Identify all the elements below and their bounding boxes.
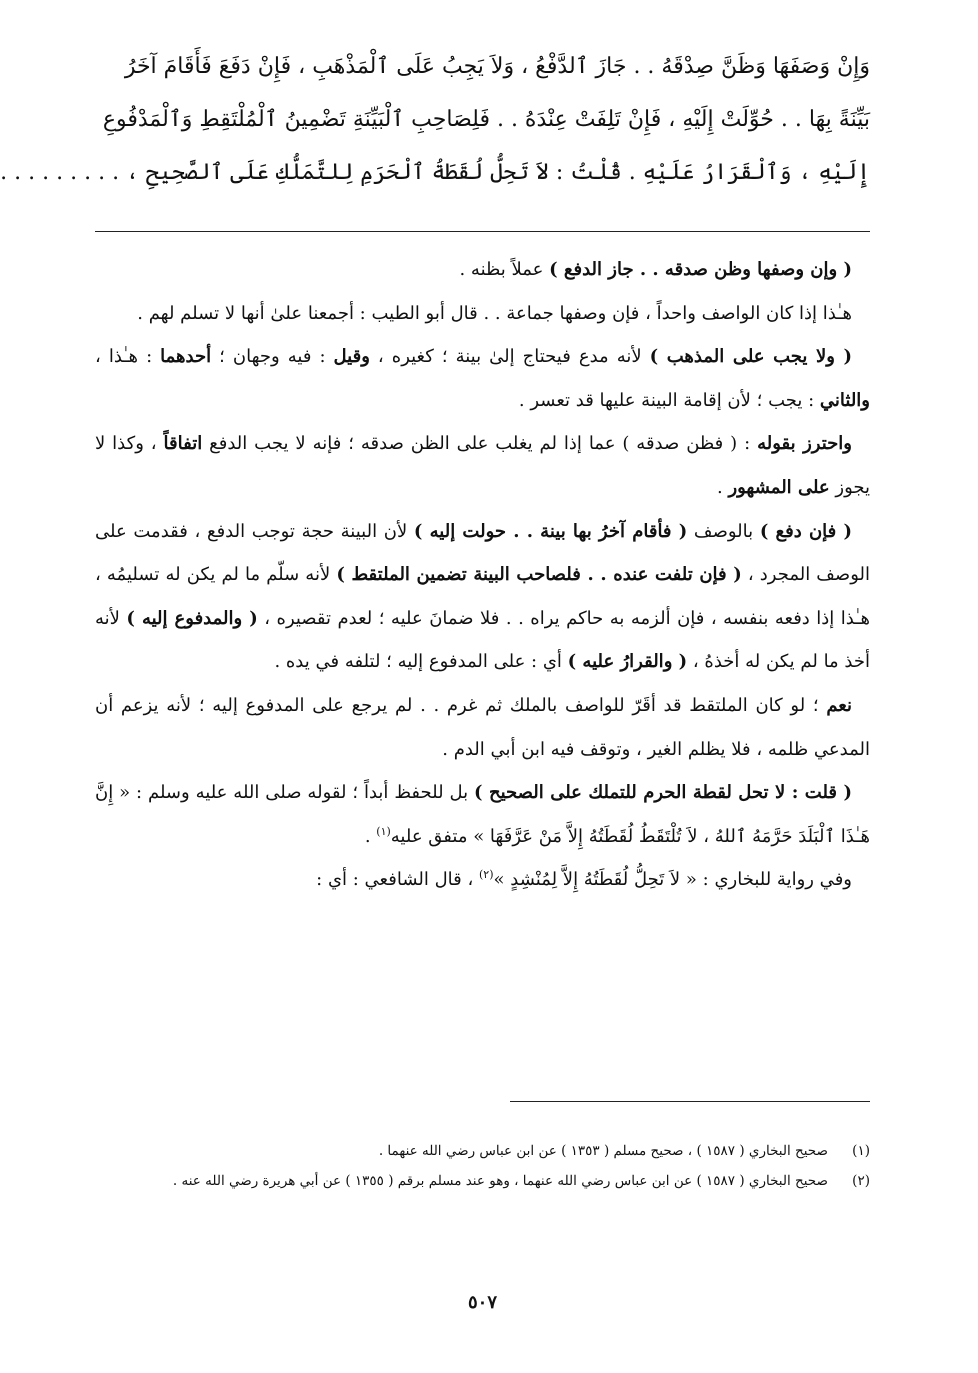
commentary-text: بل للحفظ أبداً ؛ لقوله صلى الله عليه وسلم : « إِنَّ هَـٰذَا ٱلْبَلَدَ حَرَّمَهُ ٱللهُ ، لاَ تُلْتَقَطُ لُقَطَتُهُ إِلاَّ مَنْ عَرَّفَهَا » متفق عليه	[95, 782, 870, 847]
footnote-divider	[510, 1101, 870, 1102]
commentary-text: : يجب ؛ لأن إقامة البينة عليها قد تعسر .	[518, 389, 820, 411]
bold-term: نعم	[826, 694, 852, 716]
bold-term: أحدهما	[160, 346, 212, 368]
quoted-text: ( فإن دفع )	[759, 520, 852, 542]
commentary-text: : فيه وجهان ؛	[211, 346, 334, 368]
commentary-text: : هـٰذا ،	[95, 346, 161, 368]
commentary-text: وفي رواية للبخاري : « لاَ تَحِلُّ لُقَطَتُهُ إِلاَّ لِمُنْشِدٍ »	[493, 869, 852, 891]
main-text-line: بَيِّنَةً بِهَا . . حُوِّلَتْ إِلَيْهِ ، فَإِنْ تَلِفَتْ عِنْدَهُ . . فَلِصَاحِبِ ٱلْبَيِّنَةِ تَضْمِينُ ٱلْمُلْتَقِطِ وَٱلْمَدْفُوعِ	[102, 107, 870, 132]
commentary-paragraph	[95, 422, 870, 509]
quoted-text: ( فإن تلفت عنده . . فلصاحب البينة تضمين الملتقط )	[336, 564, 742, 586]
quoted-text: ( ولا يجب على المذهب )	[649, 346, 852, 368]
commentary-text: أي : على المدفوع إليه ؛ لتلفه في يده .	[274, 651, 568, 673]
footnote	[95, 1166, 870, 1196]
bold-term: والثاني	[819, 389, 870, 411]
commentary-text: عملاً بظنه .	[459, 259, 550, 280]
footnote-text: صحيح البخاري ( ١٥٨٧ ) عن ابن عباس رضي الله عنهما ، وهو عند مسلم برقم ( ١٣٥٥ ) عن أبي هريرة رضي الله عنه .	[172, 1173, 828, 1189]
footnotes-block	[95, 1136, 870, 1196]
commentary-text: ؛ لو كان الملتقط قد أقَرّ للواصف بالملك ثم غرم . . لم يرجع على المدفوع إليه ؛ لأنه يزعم أن المدعي ظلمه ، فلا يظلم الغير ، وتوقف فيه ابن أبي الدم .	[95, 694, 870, 760]
commentary-text: لأن البينة حجة توجب الدفع ، فقدمت على الوصف المجرد ،	[95, 520, 870, 586]
bold-term: وقيل	[333, 346, 370, 368]
bold-term: اتفاقاً	[163, 433, 203, 455]
bold-term: على المشهور	[728, 476, 830, 498]
commentary-text: هـٰذا إذا كان الواصف واحداً ، فإن وصفها جماعة . . قال أبو الطيب : أجمعنا علىٰ أنها لا تسلم لهم .	[137, 302, 852, 324]
commentary-text: : ( فظن صدقه ) عما إذا لم يغلب على الظن صدقه ؛ فإنه لا يجب الدفع	[202, 433, 758, 455]
bold-term: واحترز بقوله	[757, 433, 852, 455]
commentary-text: لأنه سلّم ما لم يكن له تسليمُه ، هـٰذا إذا دفعه بنفسه ، فإن ألزمه به حاكم يراه . . فلا ضمانَ عليه ؛ لعدم تقصيره ،	[95, 564, 870, 629]
commentary-text: لأنه أخذ ما لم يكن له أخذهُ ،	[95, 607, 870, 673]
commentary-text: لأنه مدع فيحتاج إلىٰ بينة ؛ كغيره ،	[369, 346, 650, 368]
main-text-block	[0, 40, 870, 199]
commentary-text: ، قال الشافعي : أي :	[316, 869, 479, 891]
commentary-paragraph	[95, 335, 870, 422]
commentary-text: ، وكذا لا يجوز	[95, 433, 870, 498]
commentary-paragraph	[95, 858, 870, 902]
quoted-text: ( والقرارُ عليه )	[567, 651, 688, 673]
footnote-text: صحيح البخاري ( ١٥٨٧ ) ، صحيح مسلم ( ١٣٥٣ ) عن ابن عباس رضي الله عنهما .	[378, 1143, 828, 1159]
commentary-paragraph	[95, 248, 870, 292]
commentary-block	[95, 248, 870, 902]
section-divider	[95, 231, 870, 232]
commentary-paragraph	[95, 292, 870, 336]
commentary-text: .	[716, 476, 729, 498]
footnote-number: (٢)	[852, 1173, 870, 1189]
commentary-paragraph	[95, 684, 870, 771]
commentary-paragraph	[95, 771, 870, 858]
footnote-ref[interactable]: (١)	[376, 824, 391, 838]
quoted-text: ( قلت : لا تحل لقطة الحرم للتملك على الصحيح )	[474, 782, 853, 804]
quoted-text: ( والمدفوع إليه )	[126, 607, 258, 629]
footnote	[95, 1136, 870, 1166]
commentary-paragraph	[95, 510, 870, 684]
commentary-text: بالوصف	[687, 520, 760, 542]
commentary-text: .	[364, 825, 377, 847]
main-text-line: إِلَيْهِ ، وَٱلْقَرَارُ عَلَيْهِ . قُلْتُ : لاَ تَحِلُّ لُقَطَةُ ٱلْحَرَمِ لِلتَّمَلُّكِ عَلَى ٱلصَّحِيحِ ، . . . . . . . . .	[0, 160, 870, 185]
footnote-ref[interactable]: (٢)	[479, 868, 494, 882]
main-text-line: وَإِنْ وَصَفَهَا وَظَنَّ صِدْقَهُ . . جَازَ ٱلدَّفْعُ ، وَلاَ يَجِبُ عَلَى ٱلْمَذْهَبِ ، فَإِنْ دَفَعَ فَأَقَامَ آخَرُ	[124, 54, 870, 79]
quoted-text: ( وإن وصفها وظن صدقه . . جاز الدفع )	[549, 259, 852, 280]
footnote-number: (١)	[852, 1143, 870, 1159]
page-number: ٥٠٧	[467, 1292, 497, 1313]
quoted-text: ( فأقام آخرُ بها بينة . . حولت إليه )	[413, 520, 688, 542]
